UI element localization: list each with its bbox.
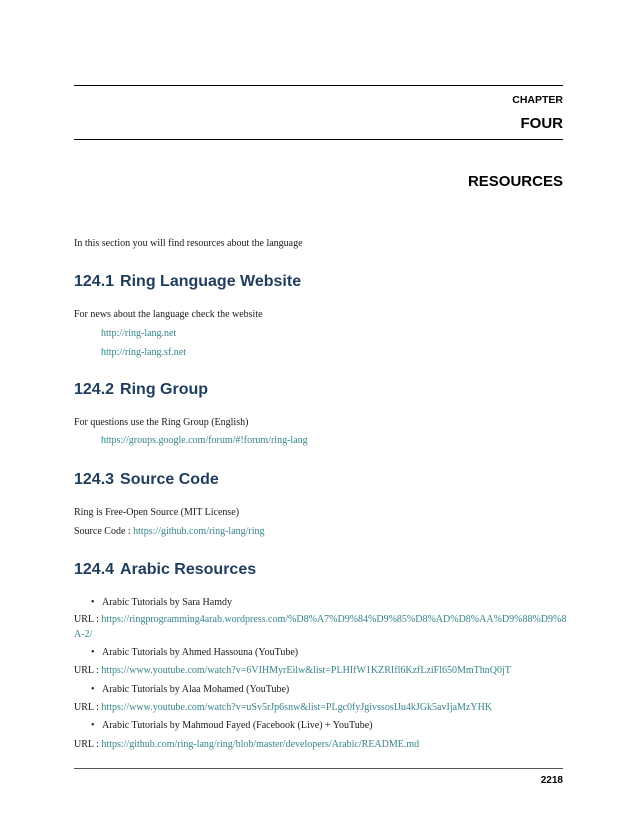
arabic-resource-link[interactable]: https://github.com/ring-lang/ring/blob/master/developers/Arabic/README.md bbox=[101, 739, 420, 750]
section-number: 124.2 bbox=[74, 381, 115, 398]
bullet-icon: • bbox=[91, 597, 95, 608]
arabic-resource-link[interactable]: https://ringprogramming4arab.wordpress.com/%D8%A7%D9%84%D9%85%D8%AD%D8%AA%D9%88%D9%8A-2/ bbox=[74, 614, 567, 640]
source-code-line bbox=[74, 525, 265, 538]
url-label: URL : bbox=[74, 702, 102, 713]
arabic-resource-url-line bbox=[74, 738, 419, 751]
group-link[interactable]: https://groups.google.com/forum/#!forum/ring-lang bbox=[101, 435, 308, 446]
section-heading-group bbox=[74, 381, 208, 399]
section-number: 124.4 bbox=[74, 561, 115, 578]
section-number: 124.1 bbox=[74, 273, 115, 290]
page-number: 2218 bbox=[540, 775, 563, 786]
section-number: 124.3 bbox=[74, 471, 115, 488]
arabic-resource-url-line bbox=[74, 701, 492, 714]
bullet-icon: • bbox=[91, 720, 95, 731]
url-label: URL : bbox=[74, 665, 102, 676]
arabic-resource-link[interactable]: https://www.youtube.com/watch?v=6VIHMyrEilw&list=PLHIfW1KZRIfl6KzfLziFl650MmThnQ0jT bbox=[101, 665, 511, 676]
url-label: URL : bbox=[74, 739, 102, 750]
header-bottom-rule bbox=[74, 139, 563, 140]
intro-paragraph: In this section you will find resources about the language bbox=[74, 238, 303, 249]
chapter-label: CHAPTER bbox=[512, 94, 563, 106]
arabic-resource-title: Arabic Tutorials by Sara Hamdy bbox=[102, 597, 232, 608]
arabic-resource-title: Arabic Tutorials by Alaa Mohamed (YouTube) bbox=[102, 684, 290, 695]
section-title: Source Code bbox=[120, 471, 219, 488]
website-link-2[interactable]: http://ring-lang.sf.net bbox=[101, 347, 186, 358]
section-title: Ring Group bbox=[120, 381, 209, 398]
section-heading-arabic bbox=[74, 561, 256, 579]
section-heading-website bbox=[74, 273, 301, 291]
section-title: Ring Language Website bbox=[120, 273, 302, 290]
bullet-icon: • bbox=[91, 684, 95, 695]
chapter-title: RESOURCES bbox=[467, 173, 563, 190]
source-code-label: Source Code : bbox=[74, 526, 134, 537]
footer-rule bbox=[74, 768, 563, 769]
group-paragraph: For questions use the Ring Group (English) bbox=[74, 417, 249, 428]
url-label: URL : bbox=[74, 614, 102, 625]
website-link-1[interactable]: http://ring-lang.net bbox=[101, 328, 177, 339]
arabic-resource-title: Arabic Tutorials by Mahmoud Fayed (Facebook (Live) + YouTube) bbox=[102, 720, 373, 731]
source-code-link[interactable]: https://github.com/ring-lang/ring bbox=[133, 526, 265, 537]
website-paragraph: For news about the language check the website bbox=[74, 309, 263, 320]
bullet-icon: • bbox=[91, 647, 95, 658]
header-top-rule bbox=[74, 85, 563, 86]
arabic-resource-url-line bbox=[74, 664, 511, 677]
arabic-resource-link[interactable]: https://www.youtube.com/watch?v=uSv5rJp6snw&list=PLgc0fyJgivssosIJu4kJGk5avIjaMzYHK bbox=[101, 702, 493, 713]
chapter-number: FOUR bbox=[520, 115, 563, 132]
section-heading-source bbox=[74, 471, 219, 489]
section-title: Arabic Resources bbox=[120, 561, 257, 578]
arabic-resource-url-line bbox=[74, 612, 569, 642]
arabic-resource-title: Arabic Tutorials by Ahmed Hassouna (YouTube) bbox=[102, 647, 299, 658]
source-license-paragraph: Ring is Free-Open Source (MIT License) bbox=[74, 507, 240, 518]
